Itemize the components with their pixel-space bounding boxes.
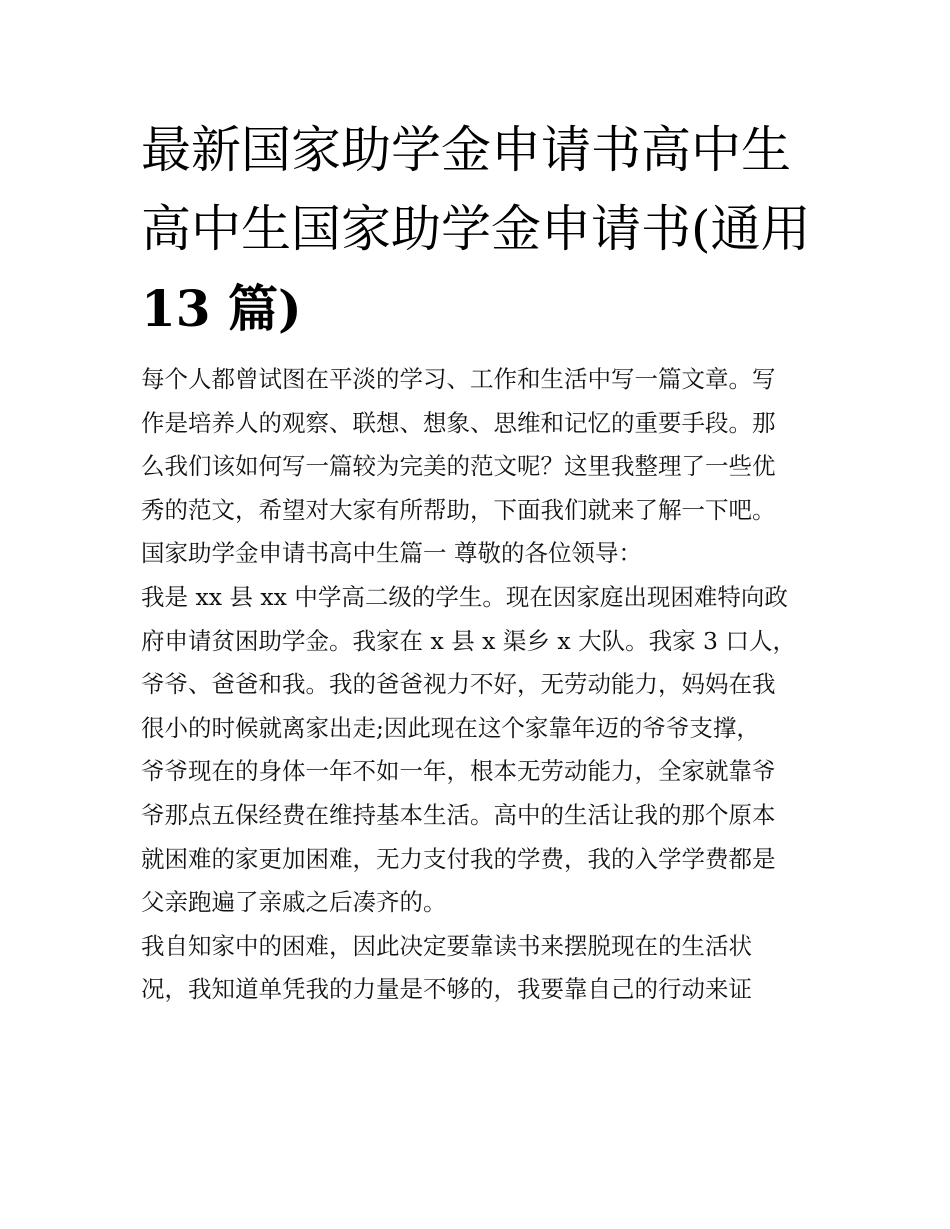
body-line: 况，我知道单凭我的力量是不够的，我要靠自己的行动来证 [141, 975, 752, 1004]
body-line: 很小的时候就离家出走;因此现在这个家靠年迈的爷爷支撑， [141, 713, 760, 742]
title-line-3: 13 篇) [141, 279, 302, 338]
body-line: 爷爷现在的身体一年不如一年，根本无劳动能力，全家就靠爷 [141, 757, 776, 786]
body-line: 就困难的家更加困难，无力支付我的学费，我的入学学费都是 [141, 844, 776, 873]
body-line: 府申请贫困助学金。我家在 x 县 x 渠乡 x 大队。我家 3 口人， [141, 626, 796, 655]
body-line: 每个人都曾试图在平淡的学习、工作和生活中写一篇文章。写 [141, 365, 776, 393]
body-line: 爷爷、爸爸和我。我的爸爸视力不好，无劳动能力，妈妈在我 [141, 670, 776, 699]
body-line: 父亲跑遍了亲戚之后凑齐的。 [141, 888, 447, 917]
body-line: 爷那点五保经费在维持基本生活。高中的生活让我的那个原本 [141, 800, 776, 829]
title-line-2: 高中生国家助学金申请书(通用 [141, 200, 811, 258]
section-heading: 国家助学金申请书高中生篇一 尊敬的各位领导： [141, 539, 642, 568]
body-line: 我是 xx 县 xx 中学高二级的学生。现在因家庭出现困难特向政 [141, 582, 788, 611]
document-title [141, 111, 821, 348]
body-line: 秀的范文，希望对大家有所帮助，下面我们就来了解一下吧。 [141, 495, 776, 524]
body-line: 作是培养人的观察、联想、想象、思维和记忆的重要手段。那 [141, 408, 776, 437]
document-body [141, 358, 821, 1012]
title-line-1: 最新国家助学金申请书高中生 [141, 121, 791, 179]
body-line: 我自知家中的困难，因此决定要靠读书来摆脱现在的生活状 [141, 931, 752, 960]
body-line: 么我们该如何写一篇较为完美的范文呢？这里我整理了一些优 [141, 452, 776, 481]
